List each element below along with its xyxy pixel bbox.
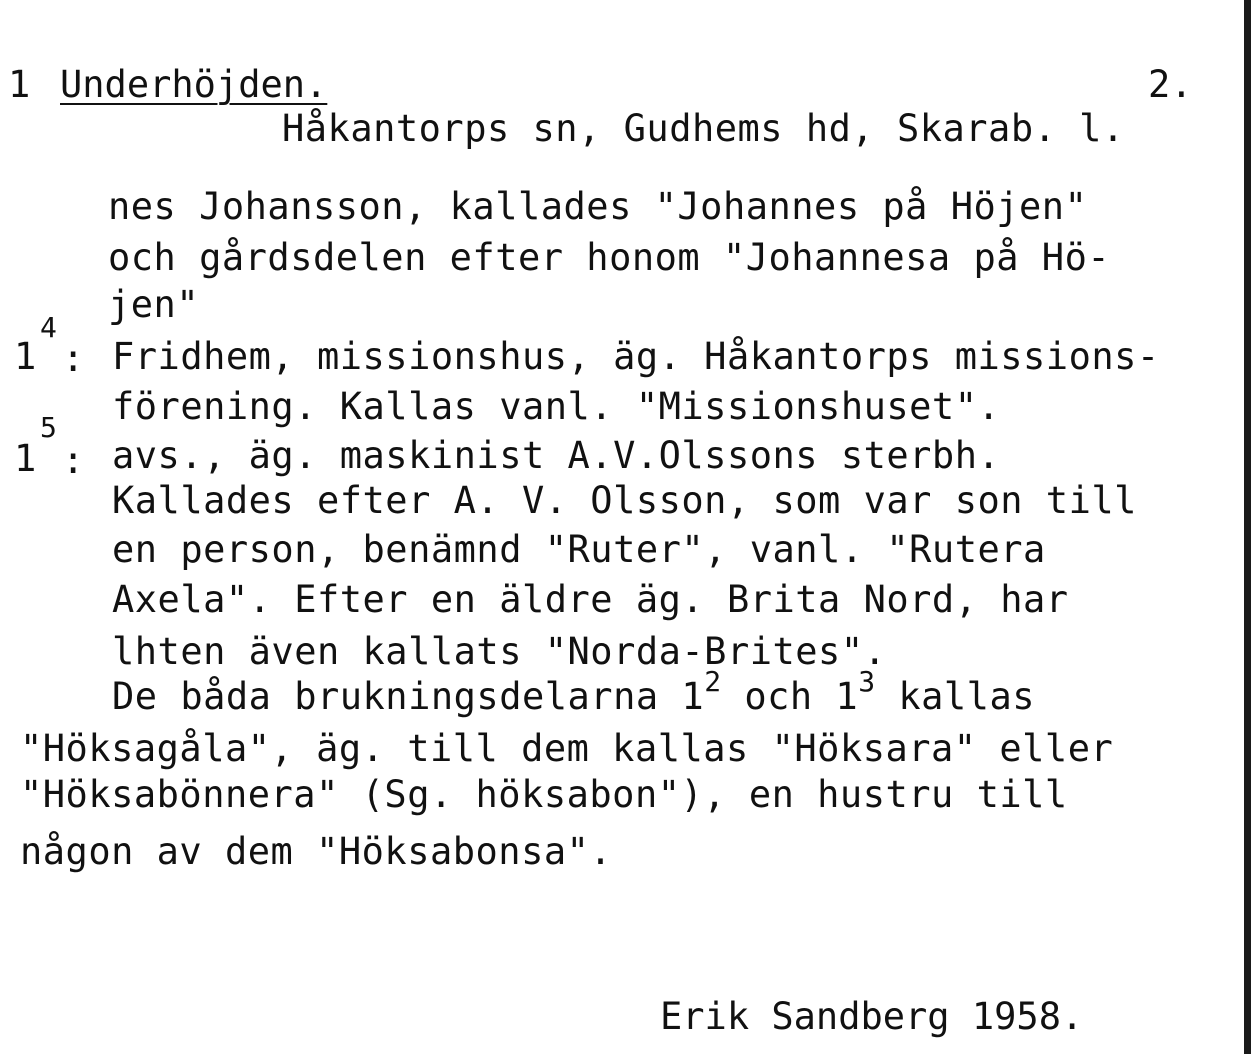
final-line-3: "Höksabönnera" (Sg. höksabon"), en hustru till [20, 773, 1068, 816]
final-line-4: någon av dem "Höksabonsa". [20, 830, 613, 873]
entry-15-line-1: avs., äg. maskinist A.V.Olssons sterbh. [112, 434, 1001, 477]
final-sup-a: 2 [704, 665, 722, 698]
heading-prefix: 1 [8, 63, 31, 106]
heading-title: Underhöjden. [60, 63, 328, 106]
entry-15-line-3: en person, benämnd "Ruter", vanl. "Rutera [112, 528, 1046, 571]
final-first-mid: och 1 [721, 675, 859, 718]
entry-14-line-1: Fridhem, missionshus, äg. Håkantorps missions- [112, 335, 1160, 378]
body-line-2: och gårdsdelen efter honom "Johannesa på Hö- [108, 236, 1111, 279]
entry-15-sup: 5 [40, 411, 57, 444]
entry-14-base: 1 [14, 335, 37, 378]
body-line-3: jen" [108, 283, 200, 326]
final-first-line [112, 665, 1035, 718]
entry-14-line-2: förening. Kallas vanl. "Missionshuset". [112, 385, 1001, 428]
location-line: Håkantorps sn, Gudhems hd, Skarab. l. [282, 107, 1125, 150]
entry-14-colon: : [62, 337, 85, 380]
entry-14-sup: 4 [40, 311, 57, 344]
card-edge [1244, 0, 1251, 1054]
signature: Erik Sandberg 1958. [660, 995, 1084, 1038]
final-line-2: "Höksagåla", äg. till dem kallas "Höksara" eller [20, 727, 1114, 770]
body-line-1: nes Johansson, kallades "Johannes på Höjen" [108, 185, 1088, 228]
entry-15-colon: : [62, 439, 85, 482]
entry-15-line-4: Axela". Efter en äldre äg. Brita Nord, har [112, 578, 1069, 621]
entry-15-line-5: lhten även kallats "Norda-Brites". [112, 630, 887, 673]
card-number: 2. [1148, 63, 1193, 106]
final-sup-b: 3 [858, 665, 876, 698]
final-first-post: kallas [875, 675, 1035, 718]
entry-15-line-2: Kallades efter A. V. Olsson, som var son till [112, 479, 1137, 522]
final-first-pre: De båda brukningsdelarna 1 [112, 675, 705, 718]
entry-15-base: 1 [14, 437, 37, 480]
